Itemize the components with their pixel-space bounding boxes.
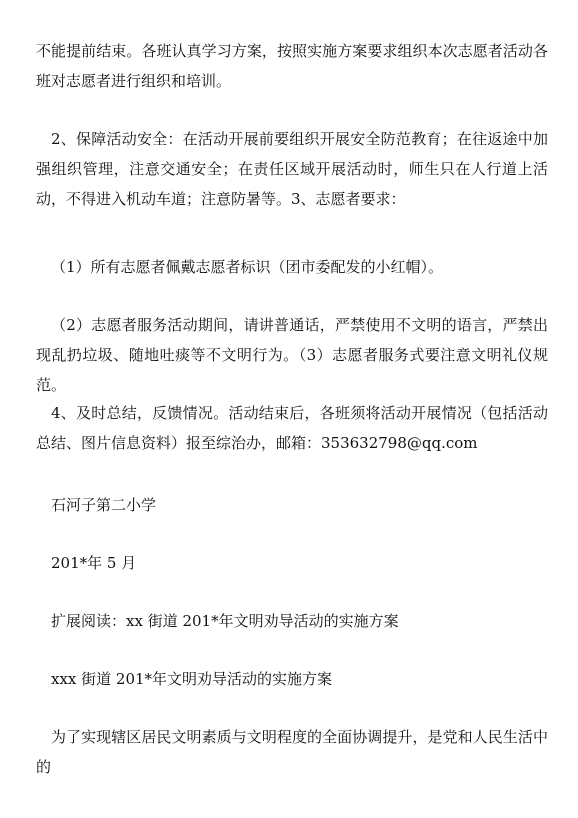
extended-reading-heading: 扩展阅读：xx 街道 201*年文明劝导活动的实施方案 (51, 612, 399, 630)
section-title: xxx 街道 201*年文明劝导活动的实施方案 (51, 670, 333, 688)
paragraph-4: （2）志愿者服务活动期间，请讲普通话，严禁使用不文明的语言，严禁出现乱扔垃圾、随地吐痰等不文明行为。（3）志愿者服务式要注意文明礼仪规范。 (36, 316, 548, 394)
paragraph-intro: 为了实现辖区居民文明素质与文明程度的全面协调提升，是党和人民生活中的 (36, 728, 548, 776)
paragraph-3: （1）所有志愿者佩戴志愿者标识（团市委配发的小红帽）。 (51, 258, 444, 276)
signature-date: 201*年 5 月 (51, 554, 137, 572)
signature-school: 石河子第二小学 (51, 496, 157, 514)
paragraph-5: 4、及时总结，反馈情况。活动结束后，各班须将活动开展情况（包括活动总结、图片信息资料）报至综治办，邮箱：353632798@qq.com (36, 404, 548, 452)
paragraph-1: 不能提前结束。各班认真学习方案，按照实施方案要求组织本次志愿者活动各班对志愿者进行组织和培训。 (36, 42, 548, 90)
paragraph-2: 2、保障活动安全：在活动开展前要组织开展安全防范教育；在往返途中加强组织管理，注意交通安全；在责任区域开展活动时，师生只在人行道上活动，不得进入机动车道；注意防暑等。3、志愿者要求： (36, 130, 548, 208)
